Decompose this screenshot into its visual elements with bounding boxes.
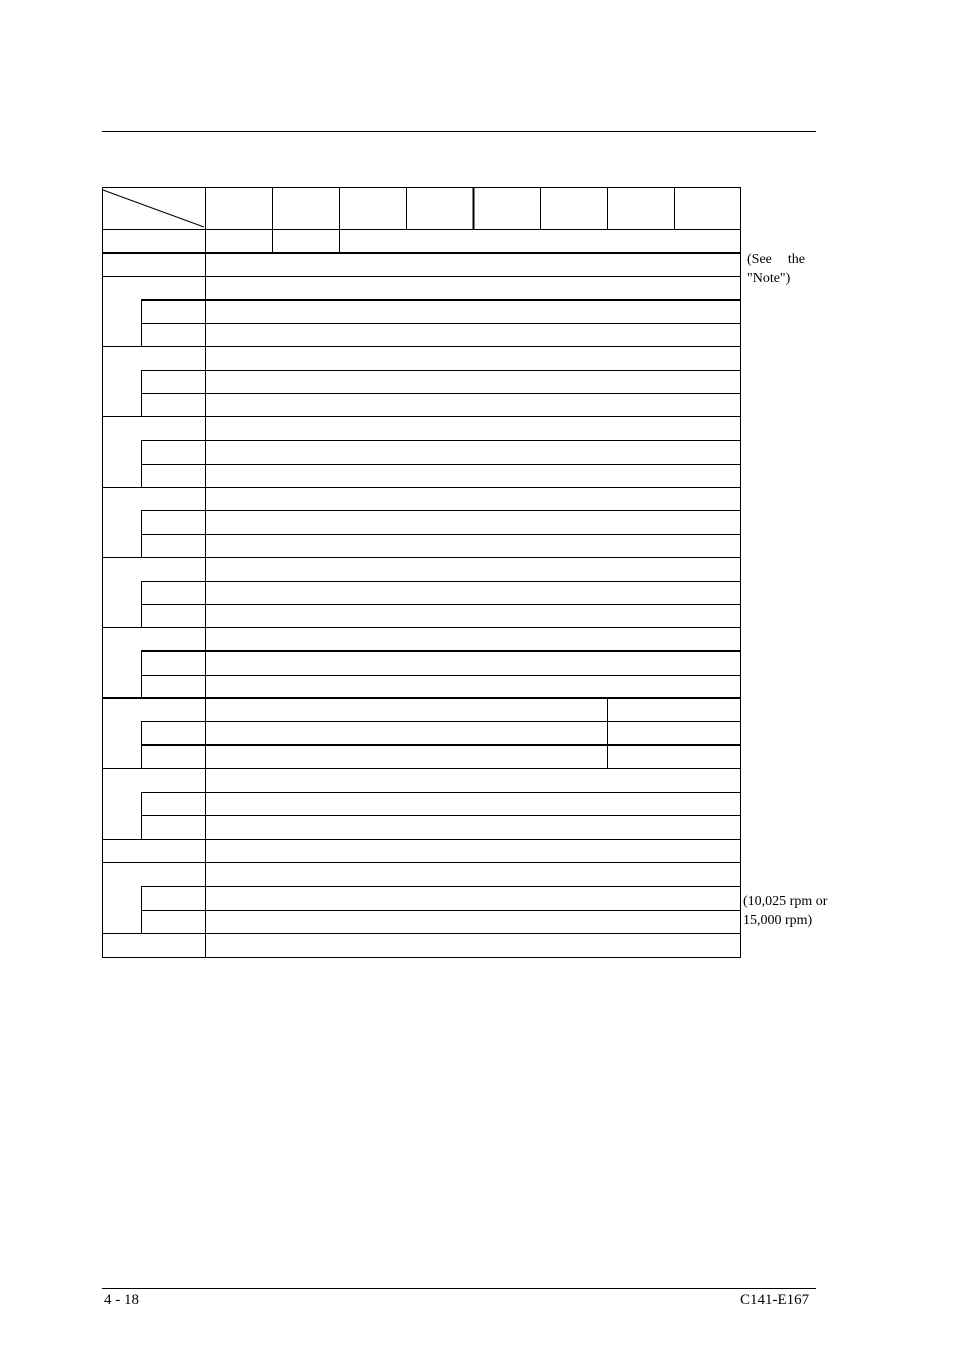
header-diagonal	[103, 190, 204, 227]
footer-rule	[102, 1288, 816, 1289]
side-note-line: (10,025 rpm or	[743, 894, 828, 909]
see-note-annotation	[747, 250, 805, 288]
side-note-line: "Note")	[747, 271, 791, 286]
side-note-line: 15,000 rpm)	[743, 913, 813, 928]
document-code: C141-E167	[740, 1292, 810, 1308]
side-note-line: (See the	[747, 252, 805, 267]
table-border	[103, 188, 741, 958]
rpm-annotation	[743, 892, 853, 930]
page-number: 4 - 18	[104, 1292, 139, 1308]
